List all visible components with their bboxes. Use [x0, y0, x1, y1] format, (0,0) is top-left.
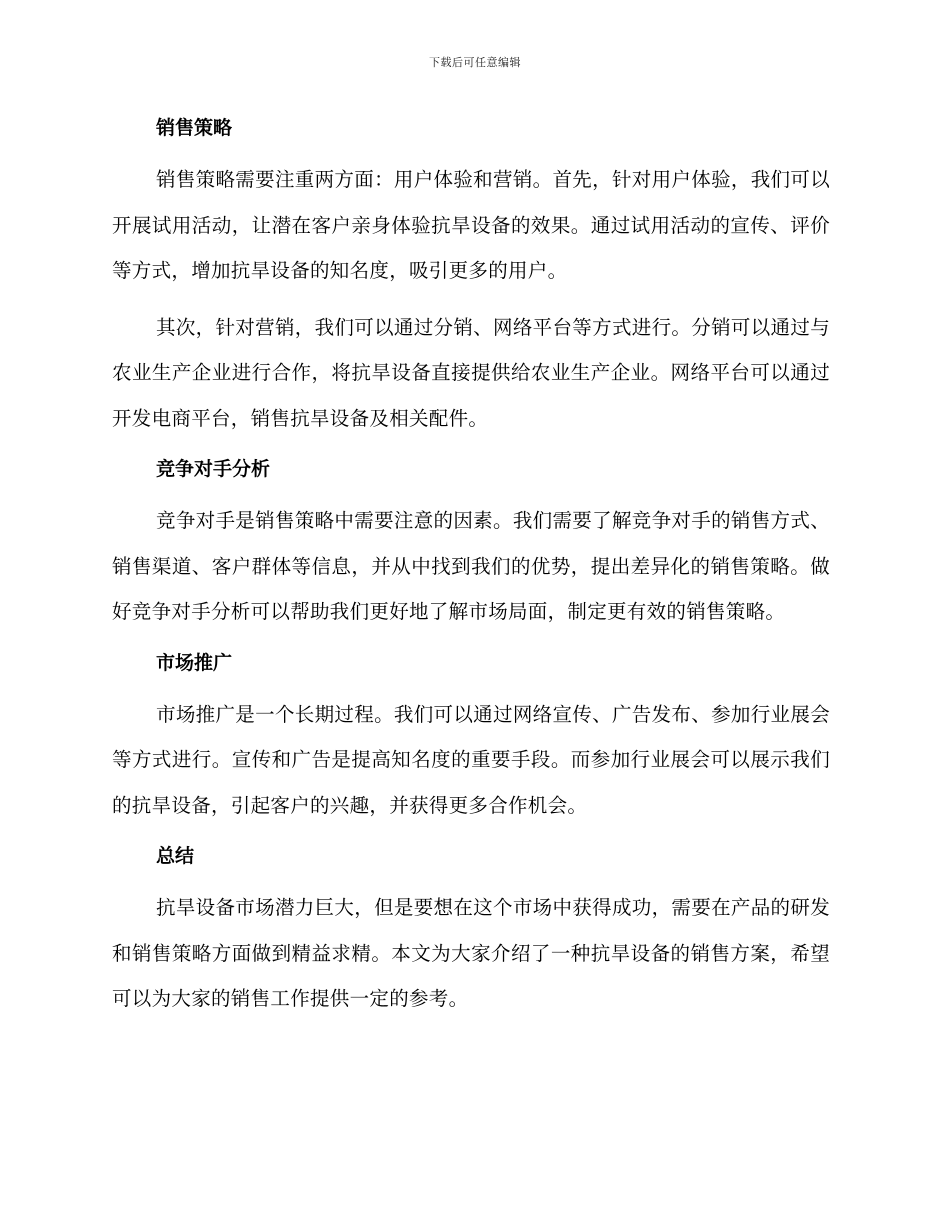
- paragraph-user-experience: 销售策略需要注重两方面：用户体验和营销。首先，针对用户体验，我们可以开展试用活动，让潜在客户亲身体验抗旱设备的效果。通过试用活动的宣传、评价等方式，增加抗旱设备的知名度，吸引更多的用户。: [112, 168, 830, 282]
- paragraph-summary: 抗旱设备市场潜力巨大，但是要想在这个市场中获得成功，需要在产品的研发和销售策略方面做到精益求精。本文为大家介绍了一种抗旱设备的销售方案，希望可以为大家的销售工作提供一定的参考。: [112, 896, 830, 1010]
- section-heading-competitor-analysis: 竞争对手分析: [156, 458, 271, 480]
- paragraph-marketing: 其次，针对营销，我们可以通过分销、网络平台等方式进行。分销可以通过与农业生产企业进行合作，将抗旱设备直接提供给农业生产企业。网络平台可以通过开发电商平台，销售抗旱设备及相关配件。: [112, 315, 830, 430]
- paragraph-market-promotion: 市场推广是一个长期过程。我们可以通过网络宣传、广告发布、参加行业展会等方式进行。宣传和广告是提高知名度的重要手段。而参加行业展会可以展示我们的抗旱设备，引起客户的兴趣，并获得更多合作机会。: [112, 702, 830, 817]
- section-heading-summary: 总结: [156, 845, 195, 867]
- paragraph-competitor-analysis: 竞争对手是销售策略中需要注意的因素。我们需要了解竞争对手的销售方式、销售渠道、客户群体等信息，并从中找到我们的优势，提出差异化的销售策略。做好竞争对手分析可以帮助我们更好地了解市场局面，制定更有效的销售策略。: [112, 509, 830, 623]
- section-heading-sales-strategy: 销售策略: [156, 117, 233, 139]
- document-body: [112, 112, 830, 1022]
- page-header-note: 下载后可任意编辑: [429, 56, 521, 69]
- section-heading-market-promotion: 市场推广: [156, 651, 233, 674]
